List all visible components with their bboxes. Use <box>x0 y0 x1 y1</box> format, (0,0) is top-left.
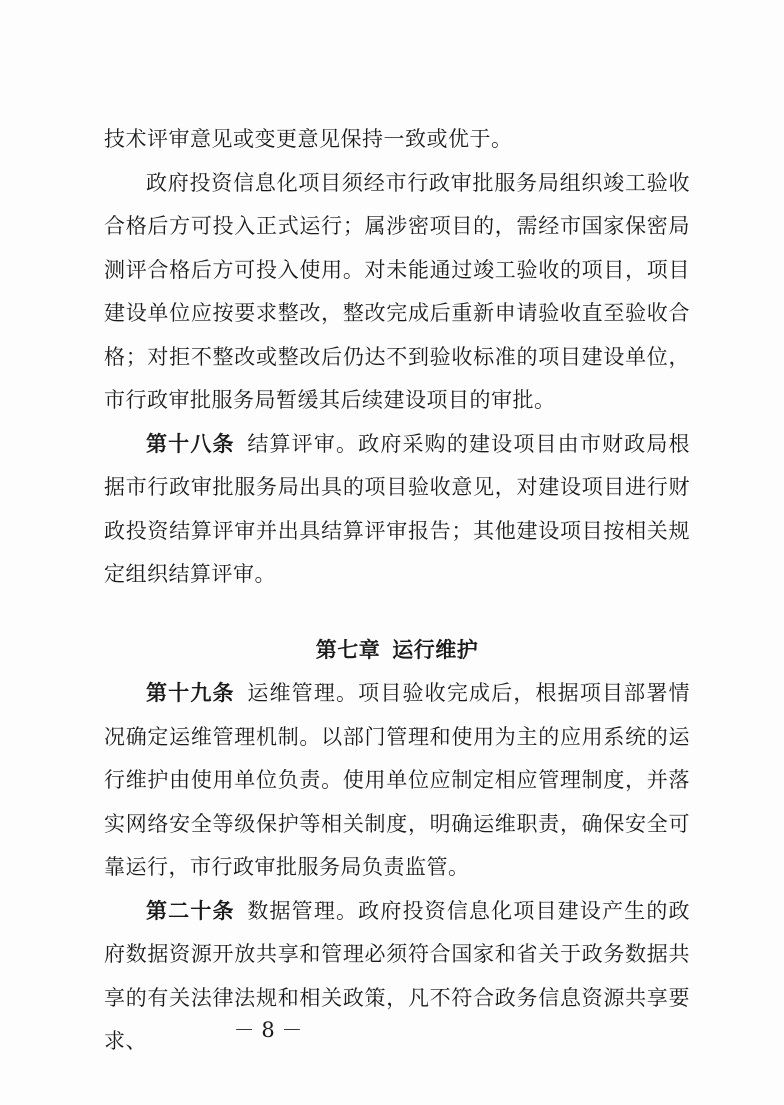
page-number: － 8 － <box>233 1018 303 1042</box>
article-text: 数据管理。政府投资信息化项目建设产生的政府数据资源开放共享和管理必须符合国家和省关于政务数据共享的有关法律法规和相关政策，凡不符合政务信息资源共享要求、 <box>104 898 691 1053</box>
article-text: 结算评审。政府采购的建设项目由市财政局根据市行政审批服务局出具的项目验收意见，对建设项目进行财政投资结算评审并出具结算评审报告；其他建设项目按相关规定组织结算评审。 <box>104 431 691 586</box>
paragraph-text: 技术评审意见或变更意见保持一致或优于。 <box>104 127 513 151</box>
article-number: 第十八条 <box>146 431 235 456</box>
paragraph-text: 政府投资信息化项目须经市行政审批服务局组织竣工验收合格后方可投入正式运行；属涉密项目的，需经市国家保密局测评合格后方可投入使用。对未能通过竣工验收的项目，项目建设单位应按要求整改，整改完成后重新申请验收直至验收合格；对拒不整改或整改后仍达不到验收标准的项目建设单位，市行政审批服务局暂缓其后续建设项目的审批。 <box>104 170 690 412</box>
article-number: 第十九条 <box>146 681 235 705</box>
article-number: 第二十条 <box>146 898 235 923</box>
chapter-number: 第七章 <box>315 637 381 662</box>
article-18 <box>104 423 690 597</box>
chapter-name: 运行维护 <box>392 637 479 662</box>
paragraph-acceptance <box>104 162 690 423</box>
paragraph-continuation <box>104 118 690 162</box>
document-body <box>104 118 690 1064</box>
chapter-title <box>104 629 690 673</box>
article-text: 运维管理。项目验收完成后，根据项目部署情况确定运维管理机制。以部门管理和使用为主的应用系统的运行维护由使用单位负责。使用单位应制定相应管理制度，并落实网络安全等级保护等相关制度，明确运维职责，确保安全可靠运行，市行政审批服务局负责监管。 <box>104 681 691 879</box>
article-19 <box>104 672 690 890</box>
